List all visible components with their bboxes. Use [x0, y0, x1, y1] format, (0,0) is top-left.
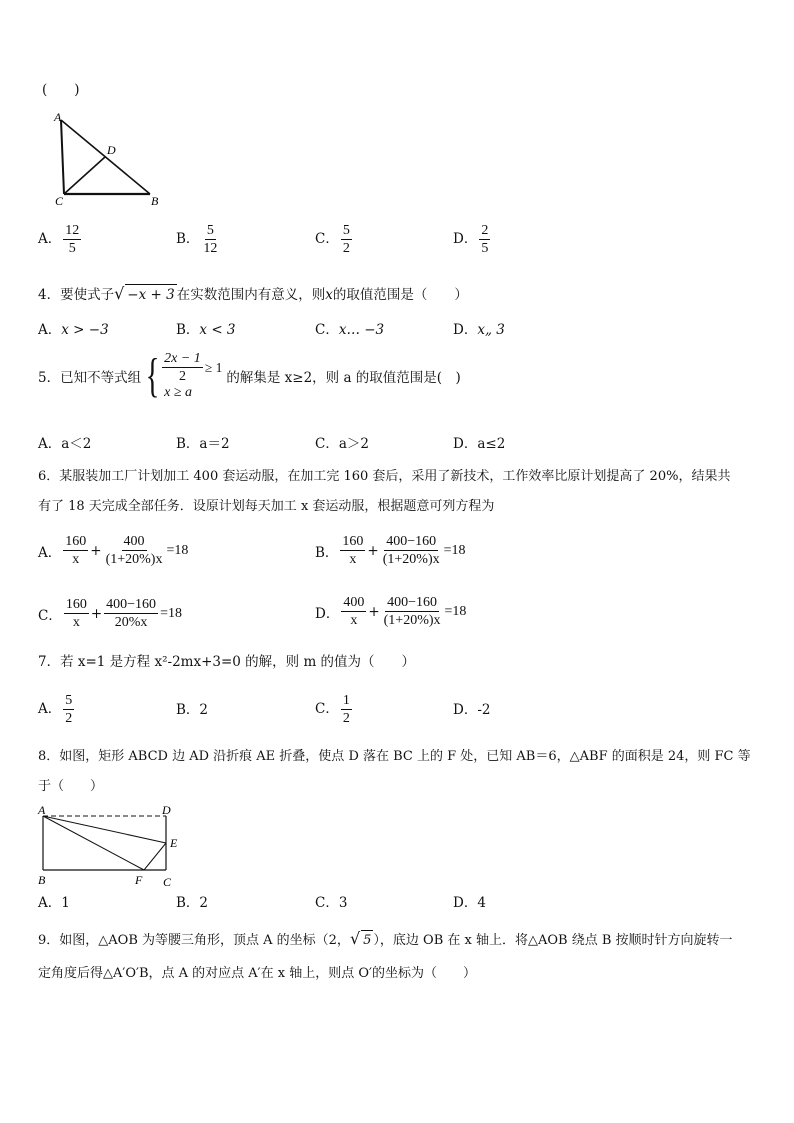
q6-option-d: D． $\frac{400}{x}$ + $\frac{400-160}{(1+20\%)x}$ =18 — [315, 595, 467, 628]
q5-inequality-system: $\frac{2x - 1}{2}$ ≥ 1 x ≥ a — [164, 351, 223, 400]
q4-stem: 4．要使式子√ −x + 3 在实数范围内有意义，则x的取值范围是（ ） — [38, 284, 468, 303]
q7-option-a: A． $\frac{5}{2}$ — [38, 693, 73, 726]
q4-option-a: A．x > −3 — [38, 322, 109, 338]
q9-stem-line2: 定角度后得△A′O′B，点 A 的对应点 A′在 x 轴上，则点 O′的坐标为（ ） — [38, 966, 476, 981]
q3-option-d: D． $\frac{2}{5}$ — [453, 223, 489, 256]
q8-label-e: E — [170, 836, 178, 850]
q8-segment-fe — [144, 843, 166, 870]
q8-label-c: C — [163, 875, 172, 889]
q4-option-c: C．x… −3 — [315, 322, 385, 338]
q6-stem-line1: 6．某服装加工厂计划加工 400 套运动服，在加工完 160 套后，采用了新技术，工作效率比原计划提高了 20%，结果共 — [38, 469, 731, 484]
q5-stem: 5．已知不等式组 { $\frac{2x - 1}{2}$ ≥ 1 x ≥ a 的解集是 x≥2，则 a 的取值范围是( ) — [38, 348, 461, 402]
q8-label-f: F — [135, 873, 143, 887]
q4-option-d: D．x„ 3 — [453, 322, 505, 338]
q8-fold-ae — [43, 816, 166, 843]
q8-stem-line2: 于（ ） — [38, 779, 104, 794]
q5-brace: { — [145, 348, 160, 402]
q3-side-ab — [61, 120, 150, 194]
q6-option-a: A． $\frac{160}{x}$ + $\frac{400}{(1+20\%)x}$ =18 — [38, 534, 189, 567]
q6-option-b: B． $\frac{160}{x}$ + $\frac{400-160}{(1+20\%)x}$ =18 — [315, 534, 466, 567]
q8-option-d: D．4 — [453, 895, 486, 911]
q7-option-c: C． $\frac{1}{2}$ — [315, 693, 350, 726]
q3-answer-paren: ( ) — [42, 82, 80, 98]
q3-segment-cd — [64, 157, 105, 194]
q4-option-b: B．x < 3 — [176, 322, 236, 338]
q3-label-d: D — [107, 143, 116, 157]
q5-option-d: D．a≤2 — [453, 436, 506, 452]
q3-option-c: C． $\frac{5}{2}$ — [315, 223, 350, 256]
q8-option-a: A．1 — [38, 895, 70, 911]
q3-option-a: A． $\frac{12}{5}$ — [38, 223, 80, 256]
q8-option-c: C．3 — [315, 895, 348, 911]
q3-label-a: A — [54, 110, 62, 124]
q7-option-d: D．-2 — [453, 702, 491, 718]
q8-option-b: B．2 — [176, 895, 209, 911]
q7-stem: 7．若 x=1 是方程 x²-2mx+3=0 的解，则 m 的值为（ ） — [38, 654, 416, 670]
q6-option-c: C． $\frac{160}{x}$ + $\frac{400-160}{20\%x}$ =18 — [38, 597, 182, 630]
q5-option-c: C．a＞2 — [315, 436, 369, 452]
q3-side-ac — [61, 120, 64, 194]
q7-option-b: B．2 — [176, 702, 209, 718]
q8-label-a: A — [38, 803, 46, 817]
q8-segment-af — [43, 816, 144, 870]
q8-stem-line1: 8．如图，矩形 ABCD 边 AD 沿折痕 AE 折叠，使点 D 落在 BC 上的 F 处，已知 AB＝6，△ABF 的面积是 24，则 FC 等 — [38, 749, 751, 764]
q3-option-b: B． $\frac{5}{12}$ — [176, 223, 218, 256]
q9-stem-line1: 9．如图，△AOB 为等腰三角形，顶点 A 的坐标（2，√ 5 ），底边 OB 在 x 轴上．将△AOB 绕点 B 按顺时针方向旋转一 — [38, 929, 733, 951]
q6-stem-line2: 有了 18 天完成全部任务．设原计划每天加工 x 套运动服，根据题意可列方程为 — [38, 499, 495, 514]
q3-label-b: B — [151, 194, 159, 208]
q8-rectangle-figure — [36, 800, 186, 890]
q3-triangle-figure — [50, 110, 170, 210]
q3-label-c: C — [55, 194, 64, 208]
q5-option-a: A．a＜2 — [38, 436, 92, 452]
q8-label-d: D — [162, 803, 171, 817]
q8-label-b: B — [38, 873, 46, 887]
q5-option-b: B．a＝2 — [176, 436, 230, 452]
